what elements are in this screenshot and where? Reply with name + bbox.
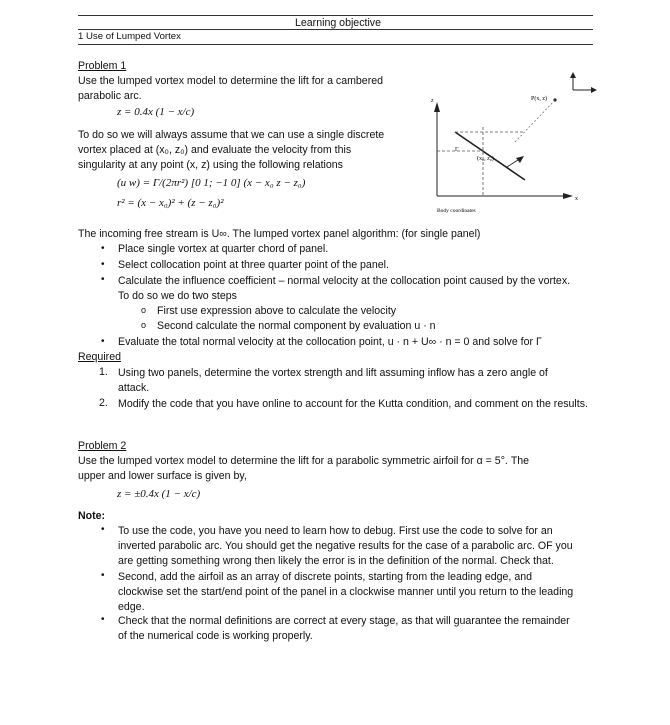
body-coordinates-figure <box>425 72 600 222</box>
required-heading: Required <box>78 351 121 363</box>
problem1-intro-line2: parabolic arc. <box>78 90 142 102</box>
header-title: Learning objective <box>295 17 381 29</box>
top-rule <box>78 15 593 16</box>
figure-vortex-label: (x₀, z₀) <box>477 156 494 162</box>
problem2-intro-line1: Use the lumped vortex model to determine the lift for a parabolic symmetric airfoil for α = 5°. The <box>78 455 530 467</box>
required-number-2: 2. <box>99 397 108 409</box>
note-3: Check that the normal definitions are correct at every stage, as that will guarantee the remainder of the numerical code is working properly. <box>118 615 570 642</box>
bullet-dot: • <box>101 243 105 254</box>
equation-velocity: (u w) = Γ/(2πr²) [0 1; −1 0] (x − x₀ z − z₀) <box>117 177 306 189</box>
problem1-text-line2: vortex placed at (x₀, z₀) and evaluate the velocity from this <box>78 144 352 156</box>
equation-symmetric: z = ±0.4x (1 − x/c) <box>117 488 201 500</box>
required-1: Using two panels, determine the vortex strength and lift assuming inflow has a zero angle of attack. <box>118 367 548 394</box>
problem1-heading: Problem 1 <box>78 60 127 72</box>
bullet-dot: • <box>101 570 105 581</box>
bullet-dot: • <box>101 336 105 347</box>
note-1: To use the code, you have you need to learn how to debug. First use the code to solve for an inverted parabolic arc. You should get the negative results for the case of a parabolic arc. OF you are getting something wrong then likely the error is in the definition of the normal. Check that. <box>118 525 573 567</box>
figure-x-label: x <box>575 196 578 202</box>
step-1: Place single vortex at quarter chord of panel. <box>118 243 329 255</box>
header-rule <box>78 29 593 30</box>
bullet-dot: • <box>101 524 105 535</box>
figure-point-label: P(x, z) <box>531 96 547 102</box>
equation-radius: r² = (x − x₀)² + (z − z₀)² <box>117 197 224 209</box>
figure-gamma-label: Γ <box>455 147 459 153</box>
sub-bullet-circle: o <box>141 320 147 330</box>
figure-caption: Body coordinates <box>437 208 476 214</box>
step-2: Select collocation point at three quarter point of the panel. <box>118 259 389 271</box>
note-heading: Note: <box>78 510 106 522</box>
figure-z-label: z <box>431 98 434 104</box>
step-3: Calculate the influence coefficient – normal velocity at the collocation point caused by the vortex. To do so we do two steps <box>118 275 571 302</box>
bullet-dot: • <box>101 259 105 270</box>
problem1-text-line3: singularity at any point (x, z) using the following relations <box>78 159 343 171</box>
final-step: Evaluate the total normal velocity at the collocation point, u · n + U∞ · n = 0 and solve for Γ <box>118 336 542 348</box>
section-title: 1 Use of Lumped Vortex <box>78 31 181 42</box>
required-number-1: 1. <box>99 366 108 378</box>
problem1-text-line1: To do so we will always assume that we can use a single discrete <box>78 129 385 141</box>
required-2: Modify the code that you have online to account for the Kutta condition, and comment on the results. <box>118 398 588 410</box>
equation-camber: z = 0.4x (1 − x/c) <box>117 106 195 118</box>
section-rule <box>78 44 593 45</box>
problem2-heading: Problem 2 <box>78 440 127 452</box>
sub-bullet-circle: o <box>141 305 147 315</box>
substep-2: Second calculate the normal component by evaluation u · n <box>157 320 436 332</box>
problem2-intro-line2: upper and lower surface is given by, <box>78 470 247 482</box>
freestream-text: The incoming free stream is U∞. The lumped vortex panel algorithm: (for single panel) <box>78 228 481 240</box>
substep-1: First use expression above to calculate the velocity <box>157 305 397 317</box>
bullet-dot: • <box>101 614 105 625</box>
bullet-dot: • <box>101 274 105 285</box>
problem1-intro-line1: Use the lumped vortex model to determine the lift for a cambered <box>78 75 384 87</box>
note-2: Second, add the airfoil as an array of discrete points, starting from the leading edge, and clockwise set the start/end point of the panel in a clockwise manner until you return to the leading edge. <box>118 571 574 613</box>
